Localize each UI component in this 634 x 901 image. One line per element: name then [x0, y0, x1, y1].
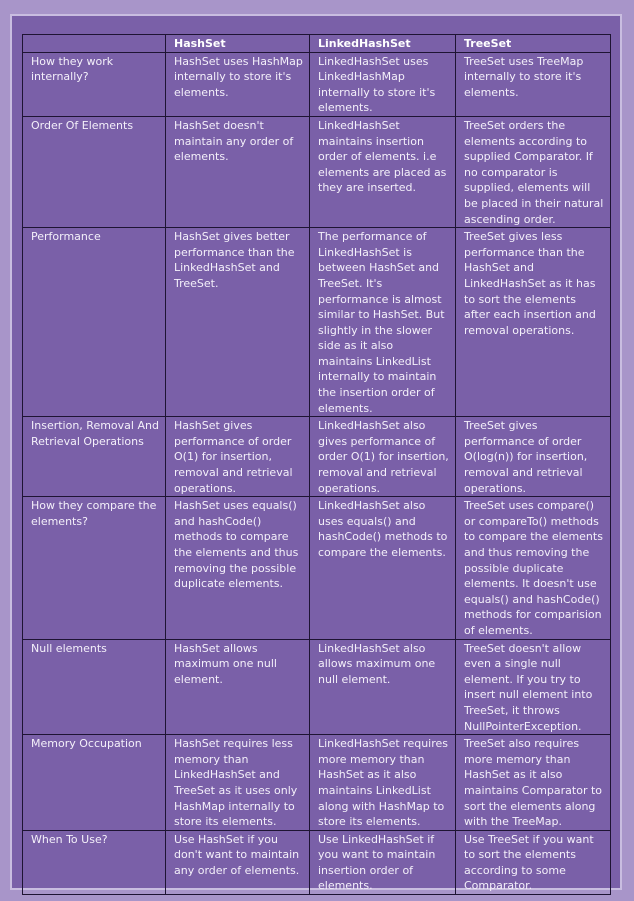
linkedhashset-cell: LinkedHashSet requires more memory than HashSet as it also maintains LinkedList along with HashMap to store its elements. [310, 735, 456, 831]
hashset-cell: HashSet gives performance of order O(1) for insertion, removal and retrieval operations. [166, 417, 310, 497]
row-label: Order Of Elements [23, 116, 166, 227]
row-label: Performance [23, 228, 166, 417]
linkedhashset-cell: Use LinkedHashSet if you want to maintain insertion order of elements. [310, 830, 456, 894]
hashset-cell: HashSet uses equals() and hashCode() methods to compare the elements and thus removing the possible duplicate elements. [166, 497, 310, 639]
header-empty [23, 35, 166, 53]
table-row [23, 52, 611, 116]
treeset-cell: Use TreeSet if you want to sort the elements according to some Comparator. [456, 830, 611, 894]
table-row [23, 639, 611, 735]
treeset-cell: TreeSet uses compare() or compareTo() methods to compare the elements and thus removing the possible duplicate elements. It doesn't use equals() and hashCode() methods for comparision of elements. [456, 497, 611, 639]
treeset-cell: TreeSet gives performance of order O(log(n)) for insertion, removal and retrieval operations. [456, 417, 611, 497]
table-row [23, 497, 611, 639]
header-row [23, 35, 611, 53]
linkedhashset-cell: LinkedHashSet maintains insertion order of elements. i.e elements are placed as they are inserted. [310, 116, 456, 227]
header-linkedhashset: LinkedHashSet [310, 35, 456, 53]
header-hashset: HashSet [166, 35, 310, 53]
row-label: Memory Occupation [23, 735, 166, 831]
hashset-cell: Use HashSet if you don't want to maintain any order of elements. [166, 830, 310, 894]
hashset-cell: HashSet requires less memory than LinkedHashSet and TreeSet as it uses only HashMap internally to store its elements. [166, 735, 310, 831]
row-label: How they compare the elements? [23, 497, 166, 639]
comparison-table [22, 34, 611, 895]
linkedhashset-cell: LinkedHashSet also uses equals() and hashCode() methods to compare the elements. [310, 497, 456, 639]
table-row [23, 830, 611, 894]
treeset-cell: TreeSet gives less performance than the HashSet and LinkedHashSet as it has to sort the elements after each insertion and removal operations. [456, 228, 611, 417]
header-treeset: TreeSet [456, 35, 611, 53]
hashset-cell: HashSet doesn't maintain any order of elements. [166, 116, 310, 227]
linkedhashset-cell: LinkedHashSet also gives performance of order O(1) for insertion, removal and retrieval operations. [310, 417, 456, 497]
treeset-cell: TreeSet also requires more memory than HashSet as it also maintains Comparator to sort the elements along with the TreeMap. [456, 735, 611, 831]
hashset-cell: HashSet uses HashMap internally to store it's elements. [166, 52, 310, 116]
table-row [23, 228, 611, 417]
row-label: How they work internally? [23, 52, 166, 116]
treeset-cell: TreeSet orders the elements according to supplied Comparator. If no comparator is supplied, elements will be placed in their natural ascending order. [456, 116, 611, 227]
row-label: Null elements [23, 639, 166, 735]
linkedhashset-cell: LinkedHashSet uses LinkedHashMap internally to store it's elements. [310, 52, 456, 116]
row-label: When To Use? [23, 830, 166, 894]
hashset-cell: HashSet gives better performance than the LinkedHashSet and TreeSet. [166, 228, 310, 417]
linkedhashset-cell: LinkedHashSet also allows maximum one null element. [310, 639, 456, 735]
row-label: Insertion, Removal And Retrieval Operations [23, 417, 166, 497]
table-row [23, 417, 611, 497]
table-row [23, 735, 611, 831]
hashset-cell: HashSet allows maximum one null element. [166, 639, 310, 735]
treeset-cell: TreeSet doesn't allow even a single null element. If you try to insert null element into TreeSet, it throws NullPointerException. [456, 639, 611, 735]
table-row [23, 116, 611, 227]
linkedhashset-cell: The performance of LinkedHashSet is between HashSet and TreeSet. It's performance is almost similar to HashSet. But slightly in the slower side as it also maintains LinkedList internally to maintain the insertion order of elements. [310, 228, 456, 417]
treeset-cell: TreeSet uses TreeMap internally to store it's elements. [456, 52, 611, 116]
